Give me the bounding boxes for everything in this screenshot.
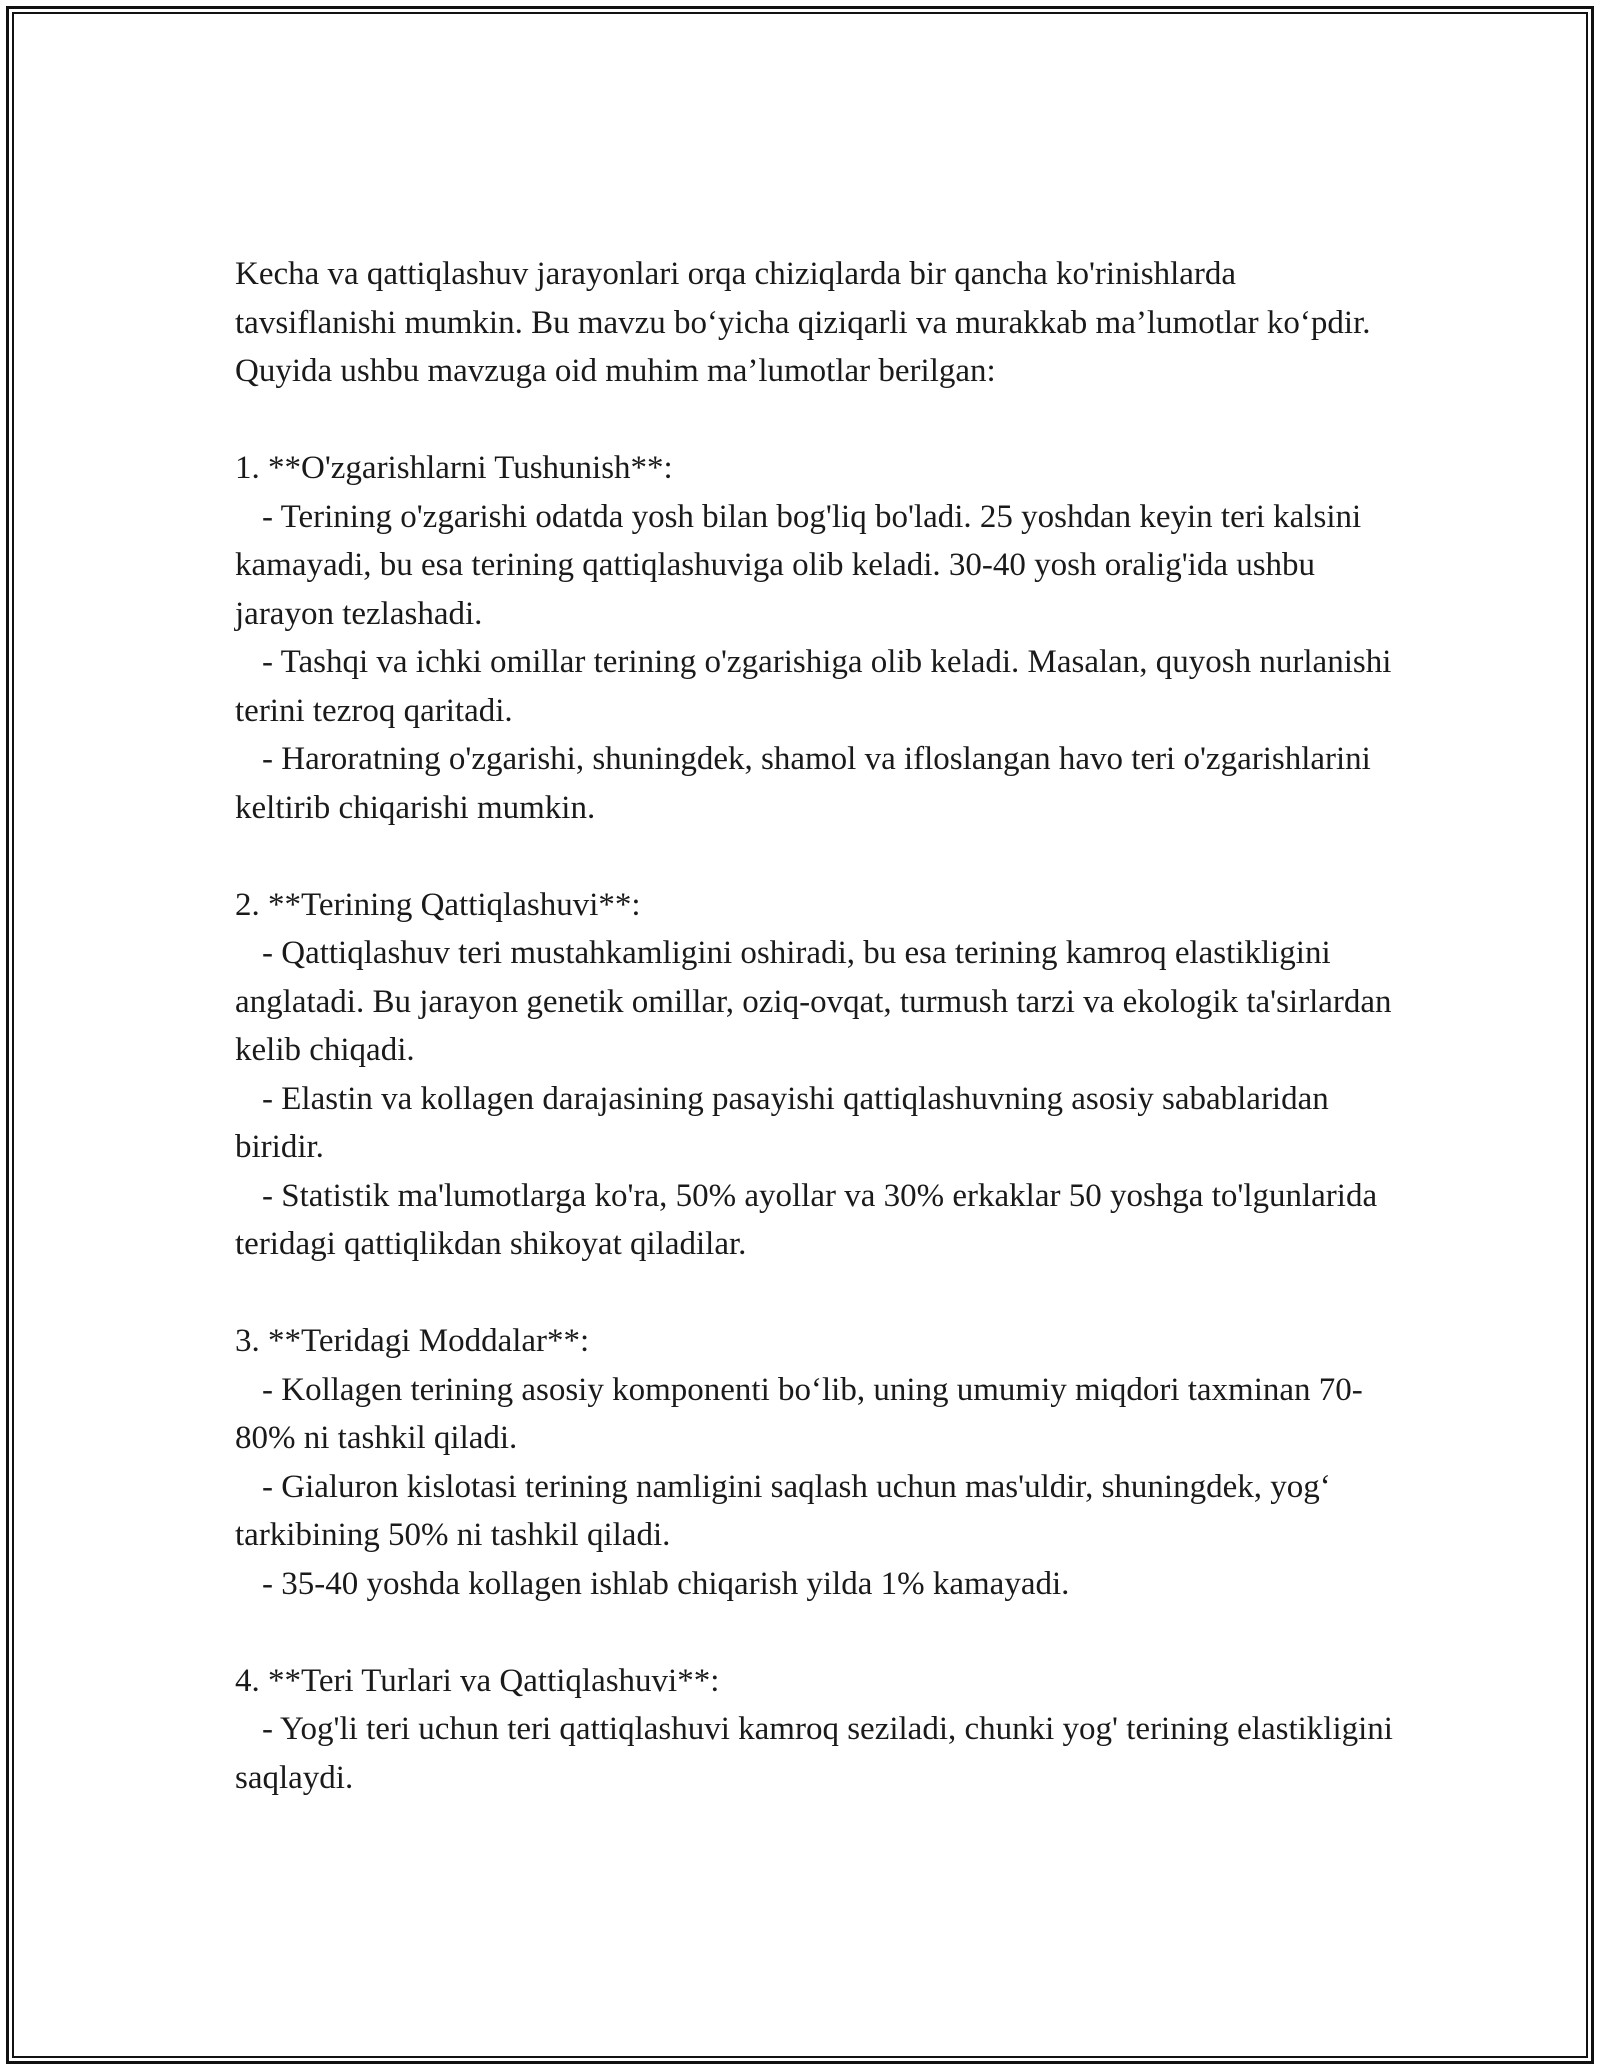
section-heading: 1. **O'zgarishlarni Tushunish**: (235, 450, 673, 486)
list-item: - 35-40 yoshda kollagen ishlab chiqarish yilda 1% kamayadi. (262, 1565, 1070, 1602)
section-2 (235, 881, 1395, 1269)
section-heading: 2. **Terining Qattiqlashuvi**: (235, 886, 641, 923)
section-3 (235, 1317, 1395, 1608)
list-item: - Qattiqlashuv teri mustahkamligini oshiradi, bu esa terining kamroq elastikligini anglatadi. Bu jarayon genetik omillar, oziq-ovqat, turmush tarzi va ekologik ta'sirlardan kelib chiqadi. (235, 935, 1392, 1068)
list-item: - Yog'li teri uchun teri qattiqlashuvi kamroq seziladi, chunki yog' terining elastikligini saqlaydi. (235, 1711, 1393, 1796)
section-1 (235, 444, 1395, 832)
list-item: - Tashqi va ichki omillar terining o'zgarishiga olib keladi. Masalan, quyosh nurlanishi terini tezroq qaritadi. (235, 644, 1392, 729)
document-body (235, 250, 1395, 1802)
intro-paragraph: Kecha va qattiqlashuv jarayonlari orqa chiziqlarda bir qancha ko'rinishlarda tavsiflanishi mumkin. Bu mavzu bo‘yicha qiziqarli va murakkab ma’lumotlar ko‘pdir. Quyida ushbu mavzuga oid muhim ma’lumotlar berilgan: (235, 256, 1371, 389)
list-item: - Elastin va kollagen darajasining pasayishi qattiqlashuvning asosiy sabablaridan biridir. (235, 1080, 1329, 1165)
list-item: - Gialuron kislotasi terining namligini saqlash uchun mas'uldir, shuningdek, yog‘ tarkibining 50% ni tashkil qiladi. (235, 1468, 1331, 1553)
section-4 (235, 1657, 1395, 1803)
section-heading: 3. **Teridagi Moddalar**: (235, 1323, 590, 1359)
list-item: - Haroratning o'zgarishi, shuningdek, shamol va ifloslangan havo teri o'zgarishlarini keltirib chiqarishi mumkin. (235, 741, 1371, 826)
list-item: - Kollagen terining asosiy komponenti bo‘lib, uning umumiy miqdori taxminan 70-80% ni tashkil qiladi. (235, 1371, 1363, 1456)
list-item: - Statistik ma'lumotlarga ko'ra, 50% ayollar va 30% erkaklar 50 yoshga to'lgunlarida teridagi qattiqlikdan shikoyat qiladilar. (235, 1177, 1378, 1262)
section-heading: 4. **Teri Turlari va Qattiqlashuvi**: (235, 1662, 720, 1699)
list-item: - Terining o'zgarishi odatda yosh bilan bog'liq bo'ladi. 25 yoshdan keyin teri kalsini kamayadi, bu esa terining qattiqlashuviga olib keladi. 30-40 yosh oralig'ida ushbu jarayon tezlashadi. (235, 498, 1362, 632)
